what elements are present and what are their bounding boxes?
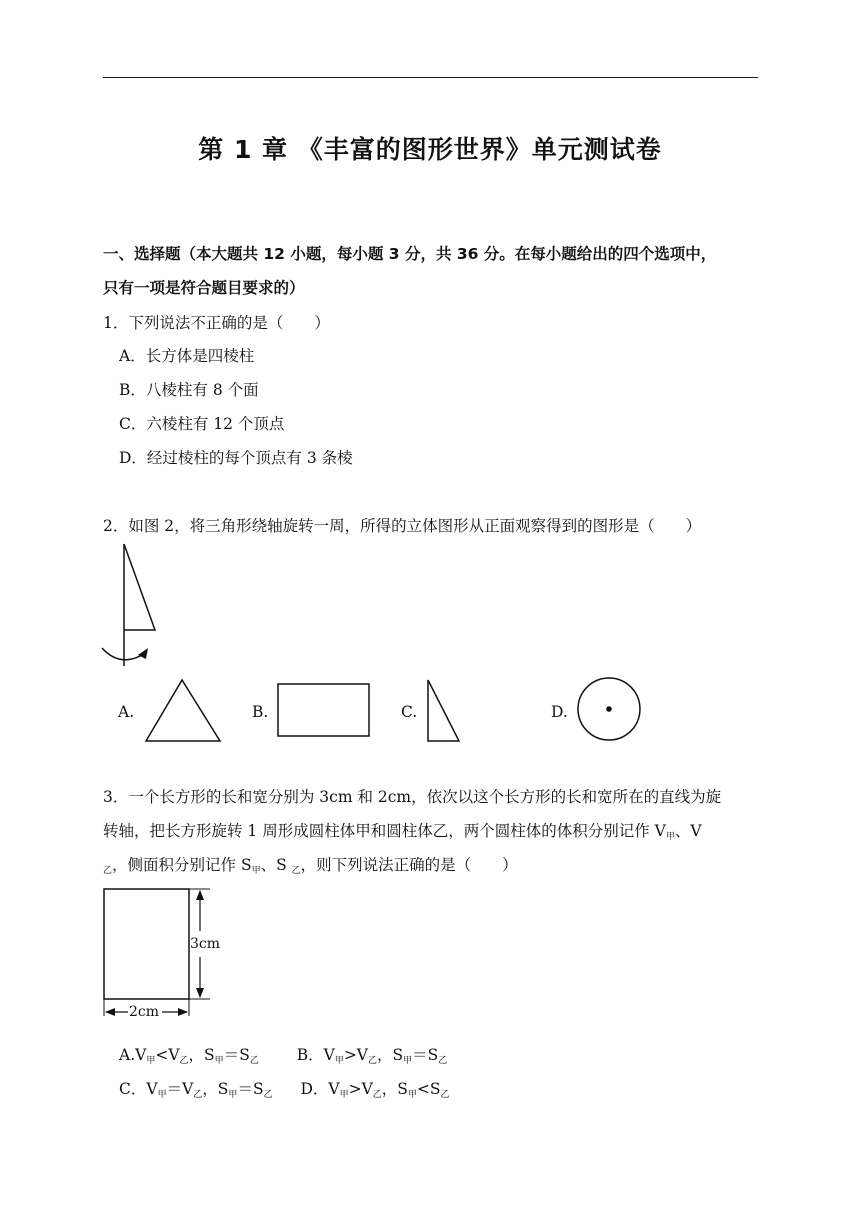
q3-options-row1 bbox=[119, 1045, 447, 1071]
q2-option-d-circle bbox=[577, 677, 643, 743]
q2-stem: 2．如图 2，将三角形绕轴旋转一周，所得的立体图形从正面观察得到的图形是（ ） bbox=[103, 517, 702, 535]
q3-line3-text: ，侧面积分别记作 S bbox=[112, 856, 252, 874]
q3-option-d: D．$V_甲>V_乙$，$S_甲<S_乙$ bbox=[300, 1080, 450, 1100]
q3-stem-line2: 转轴，把长方形旋转 1 周形成圆柱体甲和圆柱体乙，两个圆柱体的体积分别记作 $V_甲$、V bbox=[103, 822, 702, 842]
q3-sub-jia: 甲 bbox=[665, 832, 675, 842]
q2-option-b-rectangle bbox=[276, 682, 372, 738]
q3-line3-end: ，则下列说法正确的是（ ） bbox=[300, 856, 518, 874]
q3-dim-length: 3cm bbox=[190, 936, 221, 952]
q3-sub-yi: 乙 bbox=[103, 866, 113, 876]
q1-option-a: A．长方体是四棱柱 bbox=[119, 347, 255, 365]
q3-option-c: C．$V_甲=V_乙$，$S_甲=S_乙$ bbox=[119, 1080, 273, 1100]
q3-stem-line3: $_乙$，侧面积分别记作 $S_甲$、S $_乙$，则下列说法正确的是（ ） bbox=[103, 856, 518, 876]
section-heading-line2: 只有一项是符合题目要求的） bbox=[103, 279, 305, 297]
q3-rectangle-figure bbox=[100, 886, 225, 1026]
header-rule bbox=[103, 77, 758, 78]
q3-option-b: B．$V_甲>V_乙$，$S_甲=S_乙$ bbox=[296, 1046, 448, 1066]
q3-dim-width: 2cm bbox=[129, 1004, 160, 1020]
q3-option-a: $A.V_甲<V_乙$，$S_甲=S_乙$ bbox=[119, 1046, 259, 1066]
q2-label-c: C. bbox=[401, 703, 418, 721]
q2-label-d: D. bbox=[551, 703, 568, 721]
q1-option-c: C．六棱柱有 12 个顶点 bbox=[119, 415, 285, 433]
q3-line2-text: 转轴，把长方形旋转 1 周形成圆柱体甲和圆柱体乙，两个圆柱体的体积分别记作 V bbox=[103, 822, 666, 840]
q3-options-row2 bbox=[119, 1079, 450, 1105]
q3-stem-line1: 3．一个长方形的长和宽分别为 3cm 和 2cm，依次以这个长方形的长和宽所在的直线为旋 bbox=[103, 788, 722, 806]
q1-stem: 1．下列说法不正确的是（ ） bbox=[103, 314, 330, 332]
q2-label-b: B. bbox=[252, 703, 269, 721]
q1-option-b: B．八棱柱有 8 个面 bbox=[119, 381, 259, 399]
q2-option-c-right-triangle bbox=[426, 678, 462, 744]
q2-rotation-figure bbox=[100, 544, 170, 669]
section-heading-line1: 一、选择题（本大题共 12 小题，每小题 3 分，共 36 分。在每小题给出的四个选项中， bbox=[103, 245, 717, 263]
page-title: 第 1 章 《丰富的图形世界》单元测试卷 bbox=[198, 135, 662, 164]
q2-label-a: A. bbox=[118, 703, 135, 721]
q2-option-a-triangle bbox=[144, 678, 224, 744]
q1-option-d: D．经过棱柱的每个顶点有 3 条棱 bbox=[119, 449, 353, 467]
